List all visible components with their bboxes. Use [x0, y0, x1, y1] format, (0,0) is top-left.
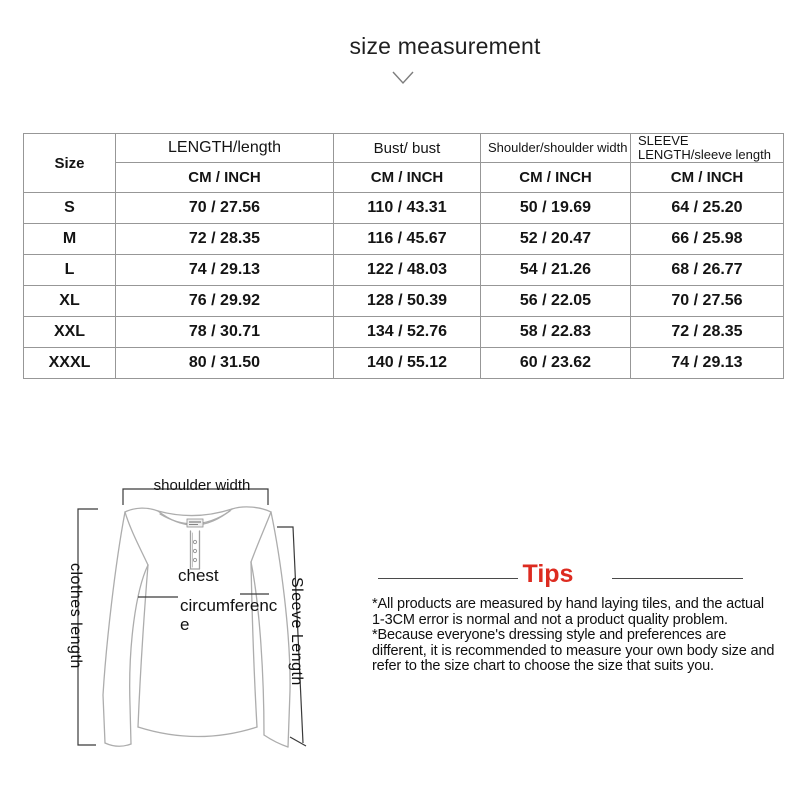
sleeve-cell: 64 / 25.20: [631, 193, 784, 224]
units-label: CM / INCH: [631, 163, 784, 193]
shoulder-cell: 50 / 19.69: [481, 193, 631, 224]
units-label: CM / INCH: [481, 163, 631, 193]
size-cell: S: [24, 193, 116, 224]
size-cell: M: [24, 224, 116, 255]
shoulder-cell: 60 / 23.62: [481, 348, 631, 379]
clothes-length-label: clothes length: [67, 563, 84, 669]
table-row: [24, 286, 784, 317]
column-header-length: LENGTH/length: [116, 134, 334, 163]
circumference-label: circumference: [180, 596, 278, 634]
bust-cell: 134 / 52.76: [334, 317, 481, 348]
table-units-row: [24, 163, 784, 193]
tips-heading: Tips: [522, 560, 574, 588]
chest-label: chest: [178, 566, 219, 585]
sleeve-cell: 74 / 29.13: [631, 348, 784, 379]
size-cell: XL: [24, 286, 116, 317]
table-header-row: [24, 134, 784, 163]
length-cell: 76 / 29.92: [116, 286, 334, 317]
tips-divider-left: [378, 578, 518, 579]
column-header-size: Size: [24, 134, 116, 193]
tips-divider-right: [612, 578, 743, 579]
sleeve-cell: 66 / 25.98: [631, 224, 784, 255]
sleeve-cell: 68 / 26.77: [631, 255, 784, 286]
table-row: [24, 348, 784, 379]
units-label: CM / INCH: [334, 163, 481, 193]
length-cell: 78 / 30.71: [116, 317, 334, 348]
column-header-shoulder: Shoulder/shoulder width: [481, 134, 631, 163]
shoulder-cell: 54 / 21.26: [481, 255, 631, 286]
bust-cell: 140 / 55.12: [334, 348, 481, 379]
sleeve-length-label: Sleeve Length: [288, 577, 305, 686]
bust-cell: 116 / 45.67: [334, 224, 481, 255]
chevron-down-icon[interactable]: [391, 69, 415, 86]
shoulder-cell: 52 / 20.47: [481, 224, 631, 255]
table-row: [24, 317, 784, 348]
units-label: CM / INCH: [116, 163, 334, 193]
size-cell: L: [24, 255, 116, 286]
table-row: [24, 193, 784, 224]
sleeve-cell: 72 / 28.35: [631, 317, 784, 348]
bust-cell: 128 / 50.39: [334, 286, 481, 317]
size-cell: XXXL: [24, 348, 116, 379]
length-cell: 80 / 31.50: [116, 348, 334, 379]
size-table: [23, 133, 784, 379]
column-header-bust: Bust/ bust: [334, 134, 481, 163]
size-cell: XXL: [24, 317, 116, 348]
shoulder-width-label: shoulder width: [153, 477, 251, 494]
bust-cell: 122 / 48.03: [334, 255, 481, 286]
length-cell: 70 / 27.56: [116, 193, 334, 224]
bust-cell: 110 / 43.31: [334, 193, 481, 224]
shoulder-cell: 58 / 22.83: [481, 317, 631, 348]
table-row: [24, 255, 784, 286]
length-cell: 74 / 29.13: [116, 255, 334, 286]
collar-label-tag: [187, 519, 203, 527]
length-cell: 72 / 28.35: [116, 224, 334, 255]
column-header-sleeve: SLEEVE LENGTH/sleeve length: [631, 134, 784, 163]
tips-body-text: *All products are measured by hand laying tiles, and the actual 1-3CM error is normal and not a product quality problem. *Because everyone's dressing style and preferences are different, it is recommended to measure your own body size and refer to the size chart to choose the size that suits you.: [372, 596, 775, 675]
shoulder-cell: 56 / 22.05: [481, 286, 631, 317]
table-row: [24, 224, 784, 255]
page-title: size measurement: [349, 33, 541, 59]
sleeve-cell: 70 / 27.56: [631, 286, 784, 317]
